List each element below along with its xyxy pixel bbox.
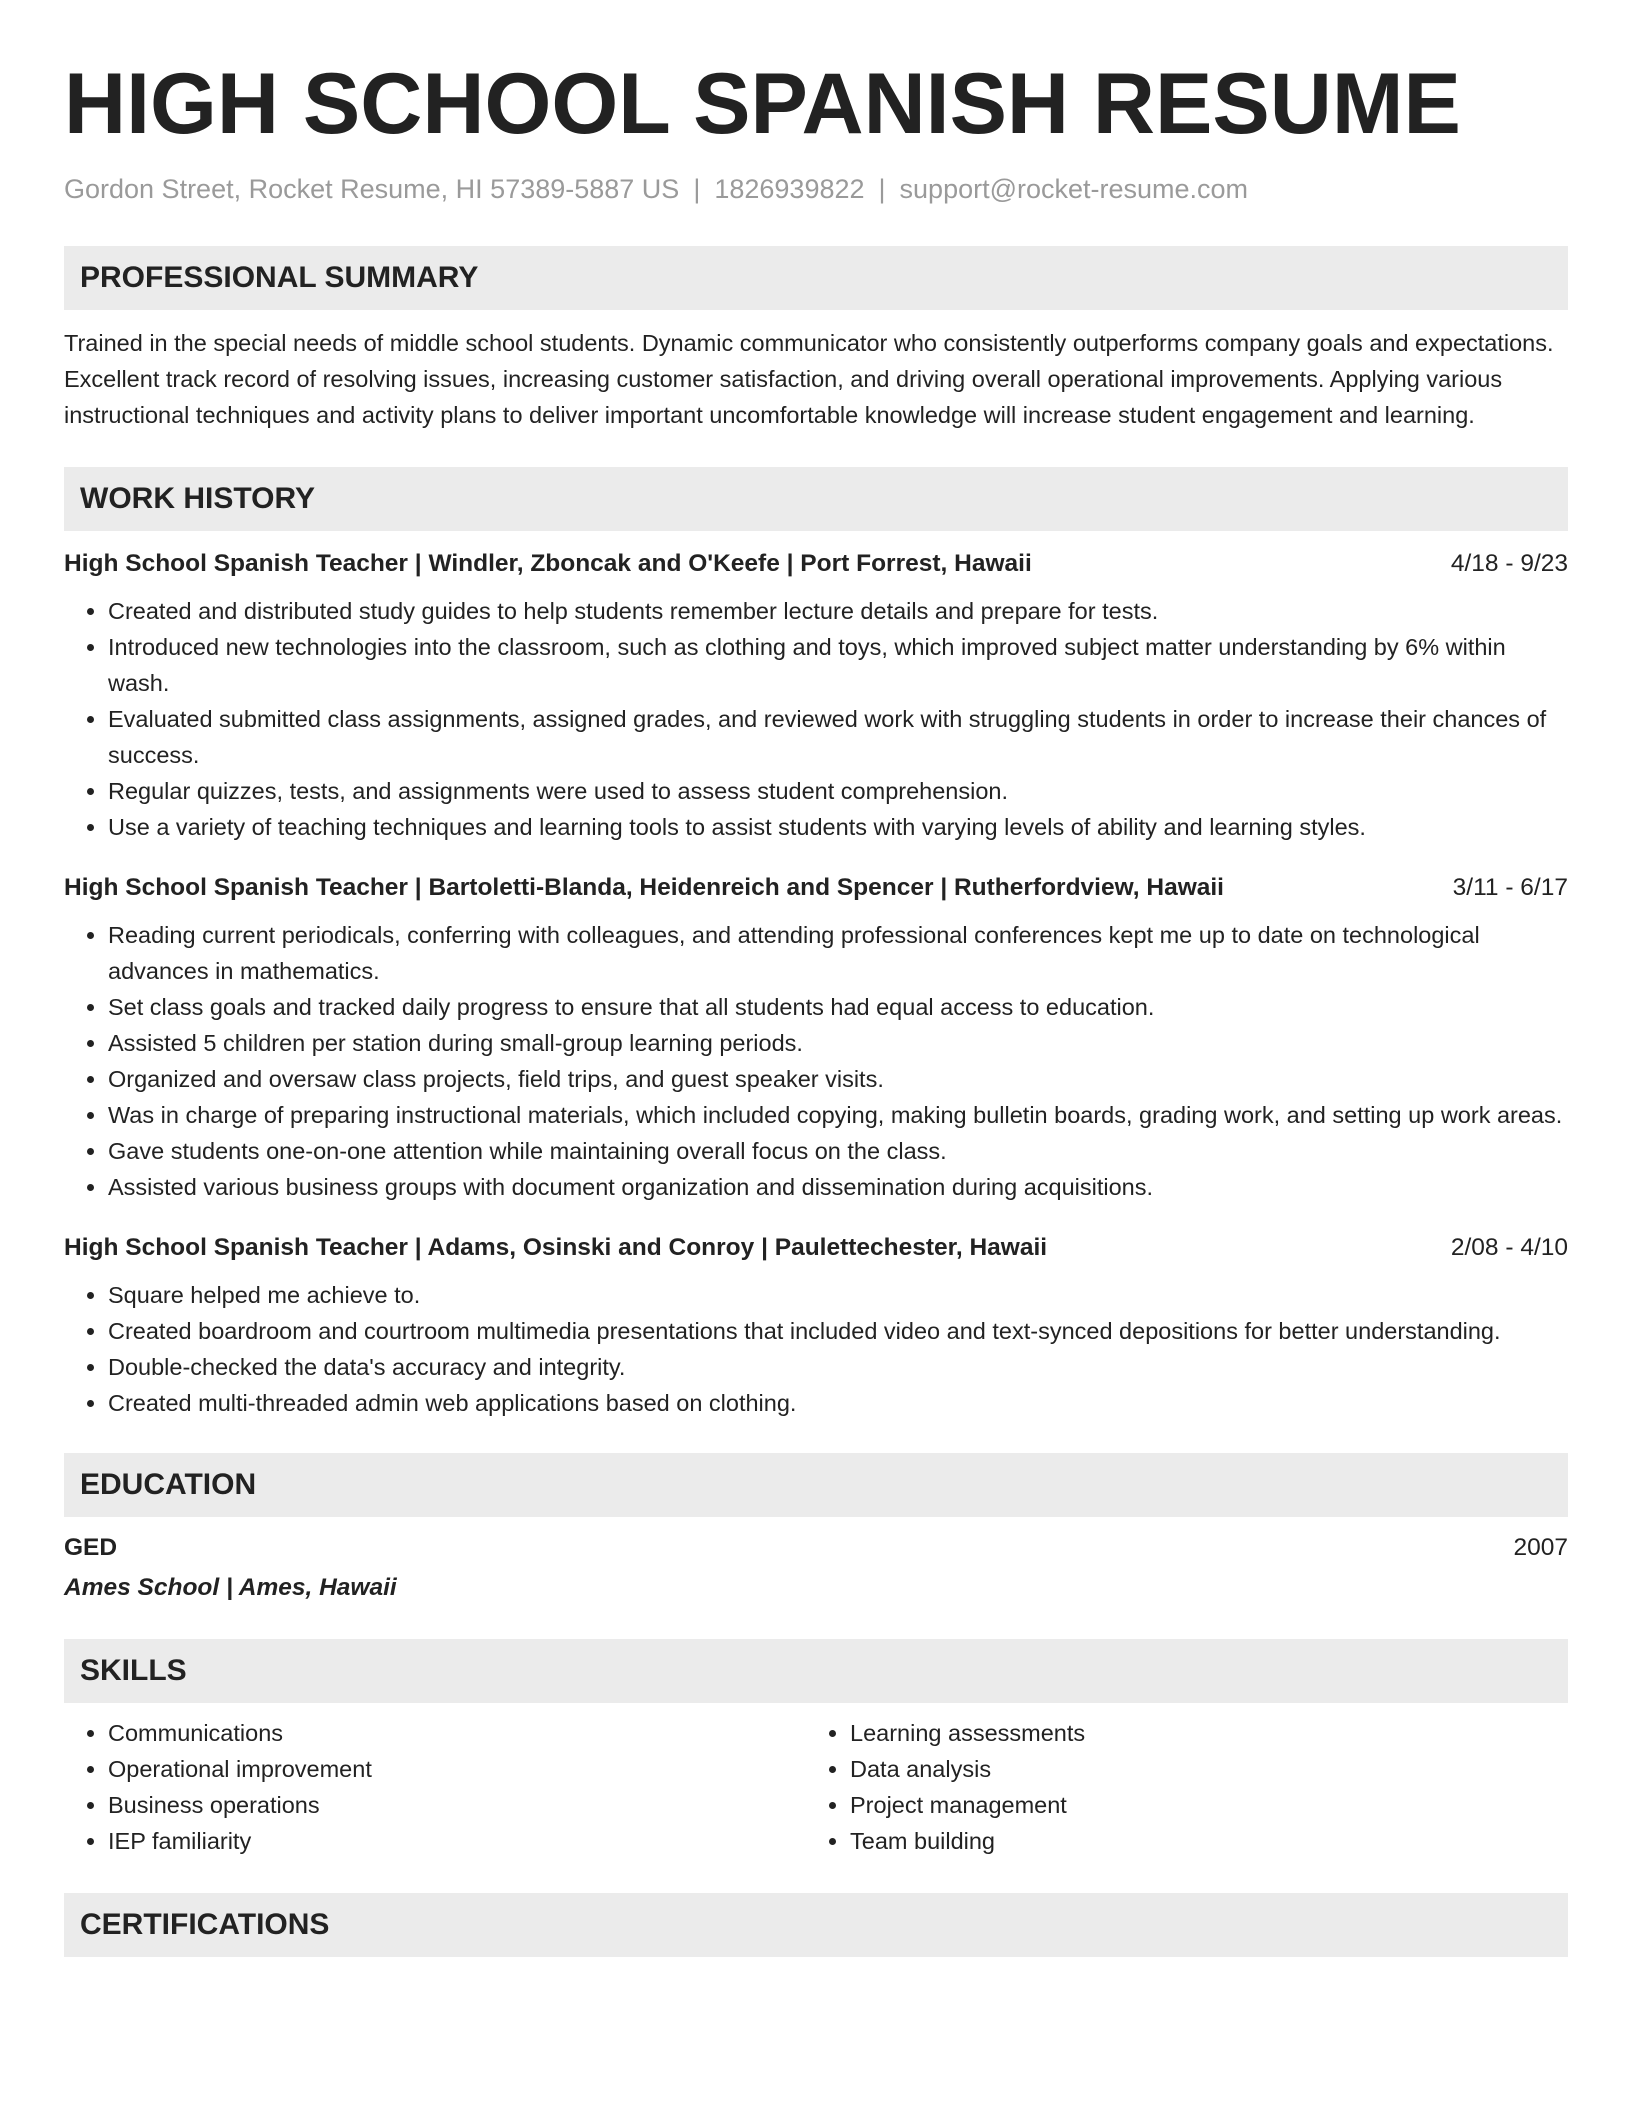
list-item: • Use a variety of teaching techniques and learning tools to assist students with varying levels of ability and learning styles.	[108, 809, 1568, 845]
list-item: • Assisted 5 children per station during small-group learning periods.	[108, 1025, 1568, 1061]
list-item: • Set class goals and tracked daily progress to ensure that all students had equal access to education.	[108, 989, 1568, 1025]
job-title: High School Spanish Teacher | Adams, Osinski and Conroy | Paulettechester, Hawaii	[64, 1234, 1048, 1261]
job-entry	[64, 871, 1568, 1205]
list-item: • Created boardroom and courtroom multimedia presentations that included video and text-synced depositions for better understanding.	[108, 1313, 1568, 1349]
job-dates: 4/18 - 9/23	[1450, 550, 1568, 577]
list-item: • Reading current periodicals, conferring with colleagues, and attending professional conferences kept me up to date on technological advances in mathematics.	[108, 917, 1568, 989]
list-item: • Double-checked the data's accuracy and integrity.	[108, 1349, 1568, 1385]
section-heading-work-history	[64, 467, 1568, 531]
job-entry	[64, 547, 1568, 845]
list-item: • Learning assessments	[850, 1715, 1548, 1751]
phone-text: 1826939822	[714, 174, 865, 204]
list-item: • Regular quizzes, tests, and assignments were used to assess student comprehension.	[108, 773, 1568, 809]
section-heading-certifications	[64, 1893, 1568, 1957]
section-heading-text: PROFESSIONAL SUMMARY	[80, 261, 479, 294]
section-heading-text: EDUCATION	[80, 1468, 257, 1501]
contact-line	[64, 172, 1568, 206]
job-header	[64, 547, 1568, 581]
list-item: • Business operations	[108, 1787, 806, 1823]
address-text: Gordon Street, Rocket Resume, HI 57389-5887 US	[64, 174, 680, 204]
skills-list-left	[64, 1715, 806, 1859]
list-item: • Organized and oversaw class projects, field trips, and guest speaker visits.	[108, 1061, 1568, 1097]
resume-title: HIGH SCHOOL SPANISH RESUME	[64, 56, 1461, 152]
summary-text: Trained in the special needs of middle school students. Dynamic communicator who consistently outperforms company goals and expectations. Excellent track record of resolving issues, increasing customer satisfaction, and driving overall operational improvements. Applying various instructional techniques and activity plans to deliver important uncomfortable knowledge will increase student engagement and learning.	[64, 330, 1554, 428]
list-item: • Operational improvement	[108, 1751, 806, 1787]
job-dates: 2/08 - 4/10	[1450, 1234, 1568, 1261]
job-title: High School Spanish Teacher | Bartoletti-Blanda, Heidenreich and Spencer | Rutherfordview, Hawaii	[64, 874, 1224, 901]
section-heading-summary	[64, 246, 1568, 310]
skills-list-right	[806, 1715, 1548, 1859]
section-heading-text: SKILLS	[80, 1654, 187, 1687]
job-dates: 3/11 - 6/17	[1452, 874, 1568, 901]
list-item: • Evaluated submitted class assignments, assigned grades, and reviewed work with struggling students in order to increase their chances of success.	[108, 701, 1568, 773]
list-item: • Communications	[108, 1715, 806, 1751]
job-bullets	[64, 1277, 1568, 1421]
section-heading-education	[64, 1453, 1568, 1517]
job-bullets	[64, 593, 1568, 845]
list-item: • IEP familiarity	[108, 1823, 806, 1859]
list-item: • Introduced new technologies into the classroom, such as clothing and toys, which improved subject matter understanding by 6% within wash.	[108, 629, 1568, 701]
list-item: • Was in charge of preparing instructional materials, which included copying, making bulletin boards, grading work, and setting up work areas.	[108, 1097, 1568, 1133]
job-bullets	[64, 917, 1568, 1205]
list-item: • Team building	[850, 1823, 1548, 1859]
email-text: support@rocket-resume.com	[899, 174, 1249, 204]
section-heading-text: CERTIFICATIONS	[80, 1908, 330, 1941]
resume-page	[64, 0, 1568, 1957]
school-name: Ames School | Ames, Hawaii	[64, 1574, 397, 1601]
list-item: • Created multi-threaded admin web applications based on clothing.	[108, 1385, 1568, 1421]
education-header	[64, 1531, 1568, 1565]
section-heading-text: WORK HISTORY	[80, 482, 316, 515]
separator: |	[878, 174, 886, 204]
job-entry	[64, 1231, 1568, 1421]
degree: GED	[64, 1534, 118, 1561]
job-header	[64, 871, 1568, 905]
list-item: • Project management	[850, 1787, 1548, 1823]
list-item: • Created and distributed study guides to help students remember lecture details and prepare for tests.	[108, 593, 1568, 629]
list-item: • Data analysis	[850, 1751, 1548, 1787]
education-entry	[64, 1531, 1568, 1605]
section-heading-skills	[64, 1639, 1568, 1703]
job-title: High School Spanish Teacher | Windler, Zboncak and O'Keefe | Port Forrest, Hawaii	[64, 550, 1032, 577]
skills-columns	[64, 1715, 1568, 1859]
list-item: • Gave students one-on-one attention while maintaining overall focus on the class.	[108, 1133, 1568, 1169]
list-item: • Assisted various business groups with document organization and dissemination during acquisitions.	[108, 1169, 1568, 1205]
job-header	[64, 1231, 1568, 1265]
list-item: • Square helped me achieve to.	[108, 1277, 1568, 1313]
separator: |	[693, 174, 701, 204]
graduation-year: 2007	[1513, 1534, 1568, 1561]
